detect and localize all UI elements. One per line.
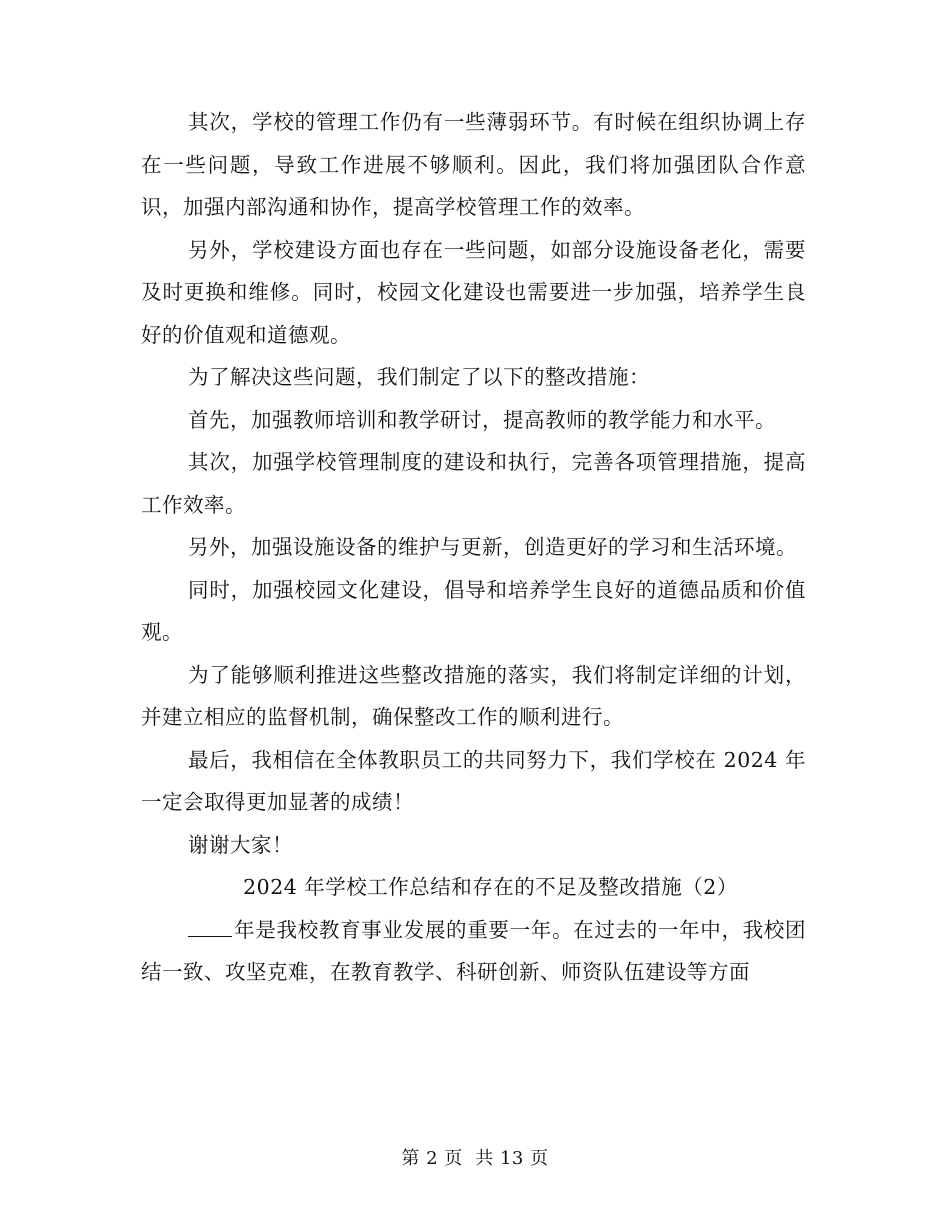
section-heading: 2024 年学校工作总结和存在的不足及整改措施（2） bbox=[243, 875, 738, 899]
paragraph: 另外，学校建设方面也存在一些问题，如部分设施设备老化，需要及时更换和维修。同时，校园文化建设也需要进一步加强，培养学生良好的价值观和道德观。 bbox=[141, 237, 806, 347]
paragraph: 谢谢大家！ bbox=[188, 832, 293, 857]
paragraph: 首先，加强教师培训和教学研讨，提高教师的教学能力和水平。 bbox=[188, 407, 776, 432]
paragraph: 为了解决这些问题，我们制定了以下的整改措施： bbox=[188, 365, 650, 389]
paragraph: 其次，加强学校管理制度的建设和执行，完善各项管理措施，提高工作效率。 bbox=[141, 450, 806, 517]
footer-suffix: 页 bbox=[530, 1148, 549, 1169]
section-intro-paragraph bbox=[141, 909, 806, 994]
paragraph: 同时，加强校园文化建设，倡导和培养学生良好的道德品质和价值观。 bbox=[141, 577, 806, 644]
paragraph: 另外，加强设施设备的维护与更新，创造更好的学习和生活环境。 bbox=[188, 535, 797, 559]
document-body bbox=[141, 101, 806, 994]
page-footer bbox=[0, 1145, 950, 1173]
section-intro-text: 年是我校教育事业发展的重要一年。在过去的一年中，我校团结一致、攻坚克难，在教育教学、科研创新、师资队伍建设等方面 bbox=[141, 917, 806, 984]
paragraph: 最后，我相信在全体教职员工的共同努力下，我们学校在 2024 年一定会取得更加显著的成绩！ bbox=[141, 747, 806, 814]
paragraph: 为了能够顺利推进这些整改措施的落实，我们将制定详细的计划，并建立相应的监督机制，确保整改工作的顺利进行。 bbox=[141, 662, 806, 729]
footer-page-number: 2 bbox=[426, 1148, 439, 1169]
footer-middle: 页 共 bbox=[444, 1148, 494, 1169]
paragraph: 其次，学校的管理工作仍有一些薄弱环节。有时候在组织协调上存在一些问题，导致工作进展不够顺利。因此，我们将加强团队合作意识，加强内部沟通和协作，提高学校管理工作的效率。 bbox=[141, 110, 806, 219]
blank-underline bbox=[188, 916, 232, 937]
footer-total-pages: 13 bbox=[499, 1148, 524, 1169]
footer-prefix: 第 bbox=[401, 1148, 420, 1169]
